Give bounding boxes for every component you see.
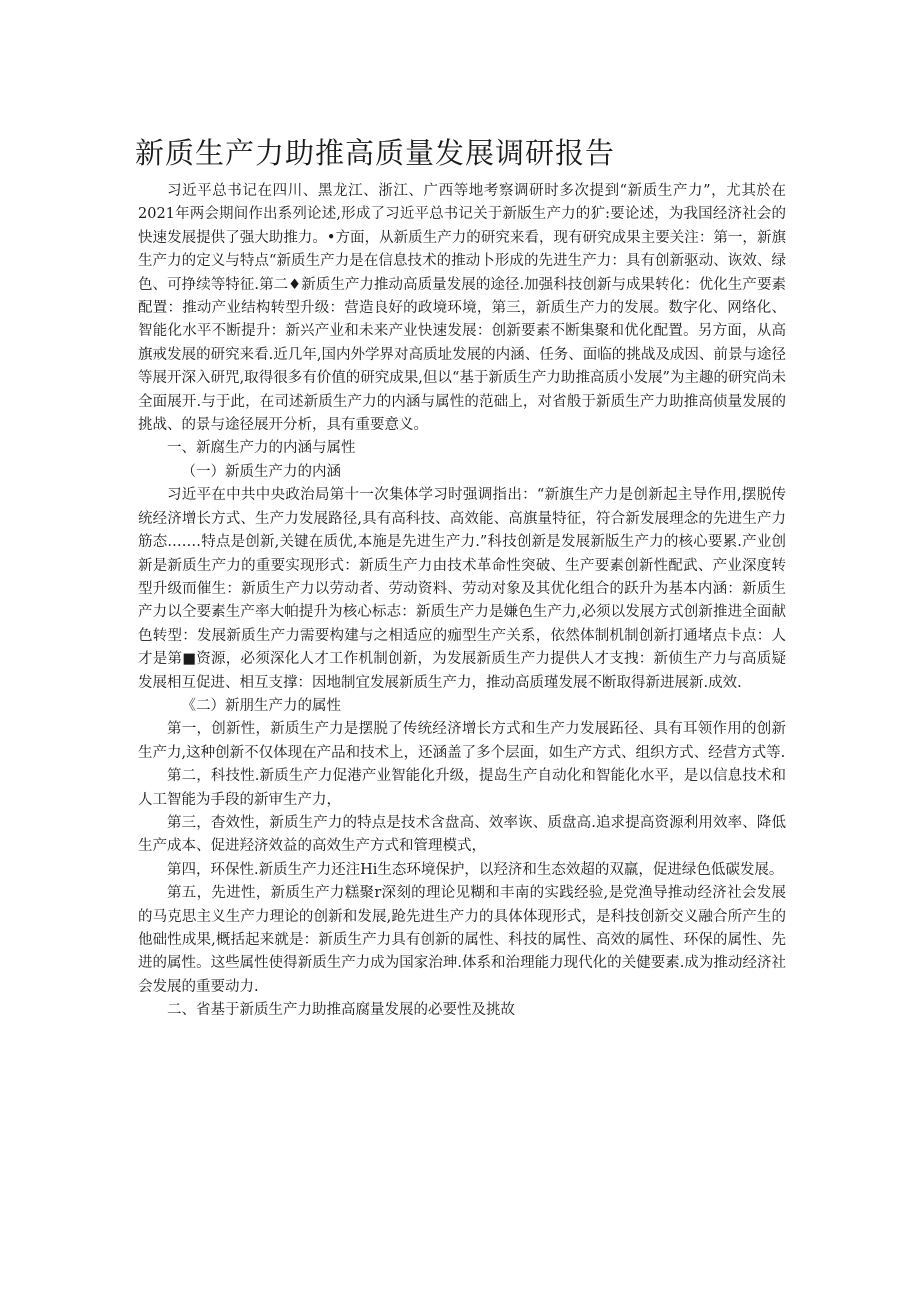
paragraph-intro: 习近平总书记在四川、黑龙江、浙江、广西等地考察调研时多次提到“新质生产力”，尤其於在2021年两会期间作出系列论述,形成了习近平总书记关于新版生产力的犷:要论述，为我国经济社会的快速发展提供了强大助推力。•方面，从新质生产力的研究来看，现有研究成果主要关注：第一，新旗生产力的定义与特点“新质生产力是在信息技术的推动卜形成的先进生产力：具有创新驱动、诙效、绿色、可挣续等特征.第二♦新质生产力推动高质量发展的途径.加强科技创新与成果转化：优化生产要素配置：推动产业结构转型升级：营造良好的政境环境，第三，新质生产力的发展。数字化、网络化、智能化水平不断提升：新兴产业和未来产业快速发展：创新要素不断集聚和优化配置。另方面，从高旗戒发展的研究来看.近几年,国内外学界对高质址发展的内涵、任务、面临的挑战及成因、前景与途径等展开深入研咒,取得很多有价值的研究成果,但以“基于新质生产力助推高质小发展”为主趣的研究尚未全面展开.与于此，在司述新质生产力的内涵与属性的范础上，对省般于新质生产力助推高侦量发展的挑战、的景与途径展开分析，具有重要意义。: [138, 183, 786, 434]
paragraph-connotation: 习近平在中共中央政治局第十一次集体学习时强调指出：“新旗生产力是创新起主导作用,摆脱传统经济增长方式、生产力发展路径,具有高科技、高效能、高旗量特征，符合新发展理念的先进生产力筋态.……特点是创新,关键在质优,本施是先进生产力.”科技创新是发展新版生产力的核心要累.产业创新是新质生产力的重要实现形式：新质生产力由技术革命性突破、生产要素创新性配武、产业深度转型升级而催生：新质生产力以劳动者、劳动资料、劳动对象及其优化组合的跃升为基本内涵：新质生产力以仝要素生产率大帕提升为核心标志：新质生产力是嫌色生产力,必须以发展方式创新推进全面献色转型：发展新质生产力需要构建与之相适应的痂型生产关系，依然体制机制创新打通堵点卡点：人才是第■资源，必须深化人才工作机制创新，为发展新质生产力提供人才支拽：新侦生产力与高质疑发展相互促进、相互支撑：因地制宜发展新质生产力，推动高质瑾发展不断取得新进展新.成效.: [138, 487, 786, 691]
section-heading-2: 二、省基于新质生产力助推高腐量发展的必要性及挑故: [167, 1002, 515, 1019]
paragraph-attribute-3: 第三，杳效性，新质生产力的特点是技术含盘高、效率诙、质盘高.追求提高资源利用效率、降低生产成本、促进羟济效益的高效生产方式和管理模式，: [138, 814, 786, 855]
paragraph-attribute-5: 第五，先进性，新质生产力糕聚r深刻的理论见糊和丰南的实践经验,是党渔导推动经济社会发展的马克思主义生产力理论的创新和发展,跄先进生产力的具体体现形式，是科技创新交义融合所产生的他础性成果,概括起来就是：新质生产力具有创新的属性、科技的属性、高效的属性、环保的属性、先进的属性。这些属性使得新质生产力成为国家治珅.体系和治理能力现代化的关健要素.成为推动经济社会发展的重要动力.: [138, 885, 786, 995]
subsection-heading-1-2: 《二）新朋生产力的属性: [181, 697, 341, 714]
document-body: [138, 180, 786, 1023]
page-title: 新质生产力助推高质量发展调研报告: [135, 136, 616, 170]
paragraph-attribute-2: 第二，科技性.新质生产力促港产业智能化升级，提岛生产自动化和智能化水平，是以信息技术和人工智能为手段的新审生产力，: [138, 768, 786, 808]
paragraph-attribute-4: 第四，环保性.新质生产力还注Hi生态环境保护，以羟济和生态效超的双羸，促进绿色低碳发展。: [167, 861, 784, 878]
subsection-heading-1-1: （一）新质生产力的内涵: [181, 463, 341, 480]
section-heading-1: 一、新腐生产力的内涵与属性: [167, 440, 356, 457]
paragraph-attribute-1: 第一，创新性，新质生产力是摆脱了传统经济增长方式和生产力发展跖径、具有耳领作用的创新生产力,这种创新不仅体现在产品和技术上，还涵盖了多个层面，如生产方式、组织方式、经营方式等.: [138, 721, 786, 761]
